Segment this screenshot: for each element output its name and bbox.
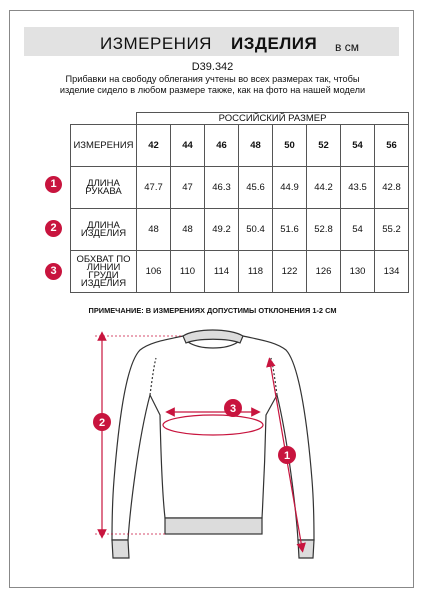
sweater-diagram: [0, 320, 425, 580]
row-2-badge: 2: [45, 220, 62, 237]
value-cell: 44.2: [307, 167, 341, 209]
hem-rib: [165, 518, 262, 534]
row-label: ДЛИНА ИЗДЕЛИЯ: [71, 209, 137, 251]
size-cell: 46: [205, 125, 239, 167]
row-label: ОБХВАТ ПО ЛИНИИ ГРУДИ ИЗДЕЛИЯ: [71, 251, 137, 293]
value-cell: 134: [375, 251, 409, 293]
header-measurements-label: ИЗМЕРЕНИЯ: [100, 34, 212, 53]
neck-rib: [183, 330, 243, 343]
size-cell: 44: [171, 125, 205, 167]
russian-size-header: РОССИЙСКИЙ РАЗМЕР: [137, 113, 409, 125]
header-unit-label: в см: [335, 40, 359, 54]
value-cell: 130: [341, 251, 375, 293]
chest-ellipse: [163, 415, 263, 435]
value-cell: 44.9: [273, 167, 307, 209]
table-row: [71, 209, 409, 251]
diagram-marker-2-label: 2: [98, 417, 106, 429]
diagram-marker-3: [224, 399, 242, 417]
product-code: D39.342: [191, 61, 234, 73]
value-cell: 42.8: [375, 167, 409, 209]
value-cell: 51.6: [273, 209, 307, 251]
table-sizes-row: [71, 125, 409, 167]
row-1-badge: 1: [45, 176, 62, 193]
value-cell: 48: [137, 209, 171, 251]
value-cell: 45.6: [239, 167, 273, 209]
size-cell: 42: [137, 125, 171, 167]
value-cell: 43.5: [341, 167, 375, 209]
value-cell: 47: [171, 167, 205, 209]
cuff-right: [298, 540, 314, 558]
row-label: ДЛИНА РУКАВА: [71, 167, 137, 209]
diagram-marker-1-label: 1: [283, 450, 291, 462]
tolerance-note: ПРИМЕЧАНИЕ: В ИЗМЕРЕНИЯХ ДОПУСТИМЫ ОТКЛОНЕНИЯ 1-2 СМ: [88, 306, 337, 315]
size-cell: 54: [341, 125, 375, 167]
row-3-badge: 3: [45, 263, 62, 280]
size-cell: 50: [273, 125, 307, 167]
value-cell: 47.7: [137, 167, 171, 209]
body-outline: [112, 336, 314, 540]
value-cell: 52.8: [307, 209, 341, 251]
neckline: [188, 342, 238, 348]
table-corner: [71, 113, 137, 125]
value-cell: 48: [171, 209, 205, 251]
value-cell: 122: [273, 251, 307, 293]
measurements-header: ИЗМЕРЕНИЯ: [71, 125, 137, 167]
table-row: [71, 251, 409, 293]
value-cell: 118: [239, 251, 273, 293]
diagram-marker-3-label: 3: [229, 403, 237, 415]
value-cell: 55.2: [375, 209, 409, 251]
diagram-marker-2: [93, 413, 111, 431]
fit-description: Прибавки на свободу облегания учтены во всех размерах так, чтобы изделие сидело в любом размере также, как на фото на нашей модели: [59, 74, 366, 95]
table-header-row: [71, 113, 409, 125]
value-cell: 46.3: [205, 167, 239, 209]
value-cell: 50.4: [239, 209, 273, 251]
seam-left: [150, 358, 156, 395]
value-cell: 114: [205, 251, 239, 293]
value-cell: 49.2: [205, 209, 239, 251]
value-cell: 110: [171, 251, 205, 293]
size-cell: 48: [239, 125, 273, 167]
size-table: [70, 112, 409, 293]
size-cell: 56: [375, 125, 409, 167]
diagram-marker-1: [278, 446, 296, 464]
size-cell: 52: [307, 125, 341, 167]
value-cell: 106: [137, 251, 171, 293]
value-cell: 126: [307, 251, 341, 293]
header-item-label: ИЗДЕЛИЯ: [231, 34, 318, 53]
cuff-left: [112, 540, 129, 558]
value-cell: 54: [341, 209, 375, 251]
table-row: [71, 167, 409, 209]
